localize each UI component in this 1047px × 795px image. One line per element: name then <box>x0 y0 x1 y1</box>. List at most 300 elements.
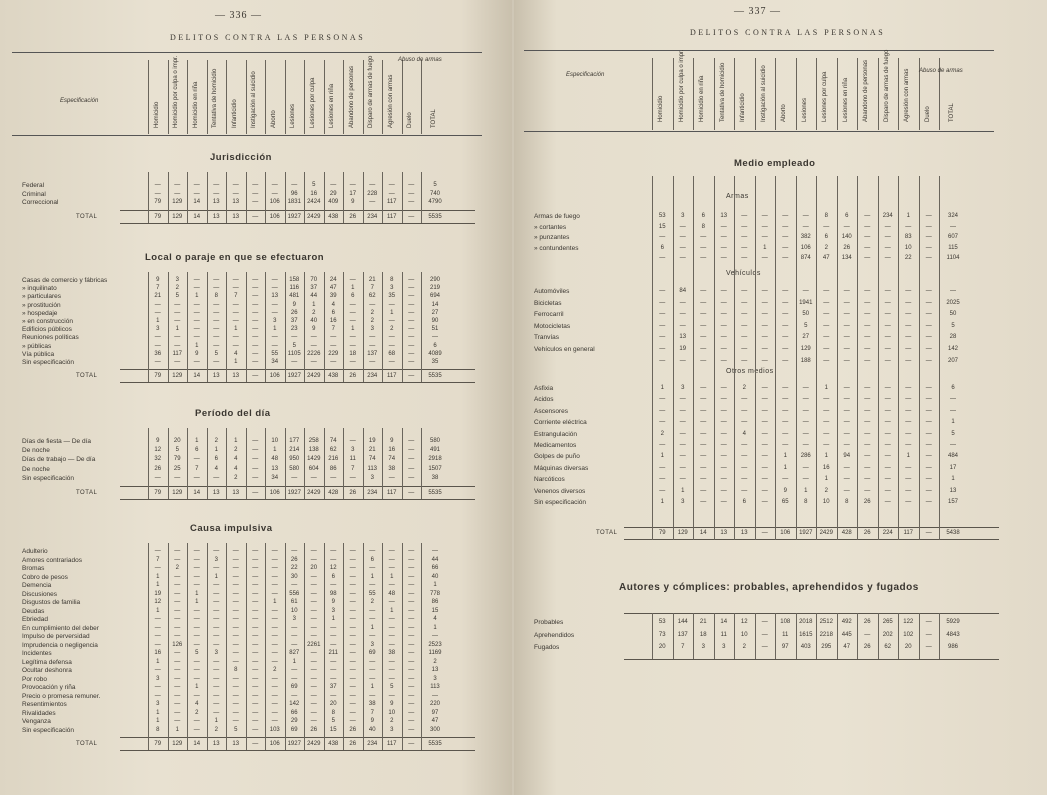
cell: 220 <box>429 701 440 707</box>
cell: 403 <box>800 644 811 650</box>
cell: — <box>741 396 748 403</box>
cell: — <box>388 675 395 682</box>
cell: — <box>291 675 298 682</box>
column-heading: Lesiones en riña <box>329 83 336 128</box>
cell: 1 <box>351 285 355 292</box>
cell: 98 <box>329 590 337 597</box>
cell: 5 <box>214 350 218 357</box>
cell: — <box>310 599 317 605</box>
cell: — <box>905 419 912 426</box>
col-divider <box>187 172 188 223</box>
cell: — <box>700 244 707 251</box>
cell: — <box>925 334 932 341</box>
row-label: Probables <box>534 619 564 626</box>
cell: — <box>271 650 278 656</box>
col-divider <box>246 428 247 499</box>
cell: — <box>349 438 356 444</box>
cell: 2 <box>234 474 238 481</box>
cell: 38 <box>388 650 396 656</box>
total-cell: — <box>408 741 415 747</box>
cell: — <box>213 624 220 631</box>
cell: 11 <box>349 456 356 463</box>
cell: — <box>761 453 768 460</box>
cell: 10 <box>740 631 748 638</box>
cell: — <box>232 633 239 639</box>
cell: — <box>408 334 415 341</box>
cell: — <box>252 701 259 707</box>
row-label: Demencia <box>22 582 52 589</box>
col-divider <box>343 60 344 134</box>
cell: — <box>720 288 727 294</box>
total-cell: 117 <box>386 490 397 496</box>
cell: 445 <box>841 631 852 638</box>
cell: — <box>252 565 259 571</box>
cell: — <box>864 430 871 437</box>
cell: 29 <box>329 190 337 197</box>
cell: 1 <box>156 582 160 588</box>
cell: — <box>864 213 871 219</box>
cell: — <box>884 407 891 414</box>
cell: — <box>174 599 181 605</box>
row-label: » hospedaje <box>22 309 58 317</box>
cell: 7 <box>195 465 199 472</box>
column-heading: Homicidio <box>658 95 665 122</box>
row-label: Narcóticos <box>534 476 565 484</box>
cell: — <box>823 407 830 414</box>
cell: — <box>291 582 298 588</box>
cell: — <box>291 641 298 648</box>
cell: — <box>884 476 891 483</box>
cell: 1 <box>273 599 277 605</box>
cell: — <box>232 573 239 580</box>
cell: 778 <box>429 590 440 597</box>
cell: — <box>864 476 871 483</box>
row-label: Adulterio <box>22 548 48 555</box>
cell: — <box>252 650 259 656</box>
col-divider <box>226 428 227 499</box>
cell: — <box>310 718 317 724</box>
cell: 12 <box>329 565 337 571</box>
cell: — <box>213 607 220 614</box>
cell: — <box>864 223 871 230</box>
col-divider <box>148 172 149 223</box>
cell: — <box>761 346 768 352</box>
col-divider <box>168 543 169 750</box>
total-cell: 79 <box>154 741 162 747</box>
cell: 1 <box>214 447 218 454</box>
cell: — <box>193 556 200 563</box>
cell: — <box>271 182 278 188</box>
total-cell: 106 <box>269 373 280 380</box>
rule <box>120 499 475 500</box>
cell: — <box>174 318 181 324</box>
cell: — <box>700 322 707 329</box>
cell: — <box>291 548 298 554</box>
column-heading: Infanticidio <box>740 93 747 122</box>
row-label: » punzantes <box>534 234 570 241</box>
cell: — <box>659 255 666 261</box>
row-label: Sin especificación <box>534 499 587 506</box>
row-label: Días de fiesta — De día <box>22 438 92 445</box>
cell: — <box>232 616 239 622</box>
cell: 8 <box>845 499 849 505</box>
cell: — <box>213 182 220 188</box>
cell: — <box>330 658 337 665</box>
cell: 3 <box>681 499 685 505</box>
cell: — <box>213 190 220 197</box>
cell: — <box>925 476 932 483</box>
cell: — <box>271 692 278 699</box>
cell: — <box>843 407 850 414</box>
cell: — <box>408 658 415 665</box>
cell: — <box>408 359 415 365</box>
cell: — <box>154 624 161 631</box>
cell: — <box>213 667 220 673</box>
cell: 4790 <box>428 199 442 205</box>
row-label: Reuniones políticas <box>22 334 79 342</box>
cell: — <box>388 190 395 197</box>
cell: — <box>252 326 259 333</box>
cell: — <box>310 573 317 580</box>
total-cell: 117 <box>386 213 397 220</box>
total-cell: 14 <box>193 490 201 496</box>
cell: 694 <box>429 293 440 300</box>
cell: — <box>369 342 376 349</box>
total-cell: — <box>408 373 415 380</box>
cell: 492 <box>841 619 852 625</box>
total-cell: 438 <box>328 213 339 220</box>
cell: — <box>252 465 259 472</box>
cell: — <box>925 255 932 261</box>
cell: 79 <box>154 199 162 205</box>
cell: — <box>291 667 298 673</box>
cell: — <box>700 299 707 306</box>
cell: 1 <box>370 624 374 631</box>
cell: — <box>154 641 161 648</box>
cell: 35 <box>388 293 396 300</box>
cell: — <box>174 675 181 682</box>
cell: — <box>864 442 871 448</box>
cell: 1 <box>433 582 437 588</box>
row-label: Deudas <box>22 607 45 615</box>
row-label: Sin especificación <box>22 359 75 366</box>
rule <box>120 382 475 383</box>
cell: — <box>193 573 200 580</box>
cell: — <box>310 667 317 673</box>
cell: — <box>310 342 317 349</box>
total-label: TOTAL <box>76 490 98 496</box>
cell: 1 <box>195 590 199 597</box>
cell: — <box>174 590 181 597</box>
cell: 3 <box>214 650 218 656</box>
row-label: Discusiones <box>22 590 58 598</box>
cell: 8 <box>331 709 335 716</box>
row-label: Correccional <box>22 199 59 206</box>
cell: — <box>720 430 727 437</box>
column-heading: TOTAL <box>949 103 955 122</box>
cell: 1 <box>804 487 808 494</box>
cell: — <box>369 548 376 554</box>
col-divider <box>796 613 797 659</box>
col-divider <box>673 176 674 540</box>
cell: 580 <box>289 465 300 472</box>
cell: 7 <box>156 285 160 292</box>
row-label: Días de trabajo — De día <box>22 456 96 464</box>
cell: 53 <box>658 619 666 625</box>
cell: 6 <box>660 244 664 251</box>
cell: — <box>782 442 789 448</box>
cell: — <box>369 667 376 673</box>
cell: 47 <box>822 255 830 261</box>
cell: — <box>252 692 259 699</box>
cell: — <box>349 556 356 563</box>
section-title: Período del día <box>195 408 271 419</box>
total-cell: 2429 <box>307 741 321 747</box>
cell: — <box>213 359 220 365</box>
row-label: Criminal <box>22 190 46 198</box>
cell: — <box>193 667 200 673</box>
cell: — <box>823 288 830 294</box>
cell: 68 <box>388 350 396 357</box>
section-title: Medio empleado <box>734 158 816 169</box>
cell: — <box>679 442 686 448</box>
cell: — <box>310 616 317 622</box>
cell: — <box>884 453 891 460</box>
cell: 55 <box>368 590 376 597</box>
cell: — <box>823 346 830 352</box>
col-divider <box>324 543 325 750</box>
cell: — <box>741 322 748 329</box>
cell: — <box>369 692 376 699</box>
cell: 8 <box>390 277 394 283</box>
cell: — <box>330 342 337 349</box>
row-label: Acidos <box>534 396 554 404</box>
cell: 26 <box>863 619 871 625</box>
cell: — <box>252 285 259 292</box>
cell: — <box>291 182 298 188</box>
cell: 40 <box>431 573 439 580</box>
cell: 26 <box>154 465 162 472</box>
cell: — <box>905 346 912 352</box>
row-label: De noche <box>22 447 50 455</box>
cell: 69 <box>290 726 298 733</box>
cell: — <box>310 334 317 341</box>
cell: — <box>720 385 727 391</box>
cell: — <box>782 234 789 240</box>
cell: — <box>291 633 298 639</box>
cell: — <box>330 692 337 699</box>
cell: — <box>823 223 830 230</box>
cell: — <box>193 359 200 365</box>
cell: — <box>761 442 768 448</box>
col-divider <box>816 58 817 130</box>
cell: — <box>823 430 830 437</box>
cell: — <box>843 419 850 426</box>
cell: — <box>720 234 727 240</box>
cell: 1 <box>951 419 955 426</box>
cell: 219 <box>429 285 440 292</box>
running-head: DELITOS CONTRA LAS PERSONAS <box>170 33 366 42</box>
cell: 113 <box>430 684 440 690</box>
cell: 13 <box>271 465 279 472</box>
cell: 1 <box>175 326 179 333</box>
column-heading: Lesiones por culpa <box>309 77 316 128</box>
spec-label: Especificación <box>566 72 605 78</box>
cell: — <box>291 359 298 365</box>
cell: — <box>193 582 200 588</box>
cell: — <box>925 288 932 294</box>
cell: 1507 <box>428 465 442 472</box>
cell: — <box>761 476 768 483</box>
cell: 15 <box>329 726 337 733</box>
cell: — <box>232 624 239 631</box>
cell: 827 <box>289 650 300 656</box>
cell: 5 <box>951 430 955 437</box>
cell: — <box>369 607 376 614</box>
cell: 26 <box>290 309 298 316</box>
total-cell: 129 <box>172 373 183 380</box>
cell: — <box>950 396 956 403</box>
cell: 604 <box>308 465 319 472</box>
col-divider <box>382 60 383 134</box>
cell: 1 <box>214 573 218 580</box>
cell: 66 <box>290 709 298 716</box>
row-label: Golpes de puño <box>534 453 580 461</box>
cell: 1104 <box>946 255 960 261</box>
cell: — <box>408 342 415 349</box>
cell: — <box>271 658 278 665</box>
cell: 48 <box>388 590 396 597</box>
cell: — <box>782 419 789 426</box>
col-divider <box>775 613 776 659</box>
cell: 1 <box>292 658 296 665</box>
col-divider <box>837 176 838 540</box>
cell: 84 <box>679 288 687 294</box>
cell: — <box>679 234 686 240</box>
cell: 9 <box>331 599 335 605</box>
cell: — <box>388 565 395 571</box>
cell: 34 <box>271 359 279 365</box>
total-cell: 106 <box>780 530 791 536</box>
cell: — <box>864 631 871 638</box>
cell: — <box>802 476 809 483</box>
total-cell: 13 <box>720 530 728 536</box>
cell: — <box>925 311 932 318</box>
cell: — <box>193 318 200 324</box>
cell: — <box>213 692 220 699</box>
cell: — <box>408 293 415 300</box>
cell: 258 <box>308 438 319 444</box>
total-cell: 129 <box>677 530 688 536</box>
col-divider <box>285 428 286 499</box>
cell: 32 <box>154 456 162 463</box>
cell: 86 <box>329 465 337 472</box>
cell: 211 <box>328 650 339 656</box>
cell: — <box>802 223 809 230</box>
cell: — <box>213 633 220 639</box>
cell: — <box>802 407 809 414</box>
cell: 5 <box>433 182 437 188</box>
cell: — <box>193 633 200 639</box>
cell: — <box>232 709 239 716</box>
cell: — <box>925 453 932 460</box>
col-divider <box>265 60 266 134</box>
cell: 3 <box>681 213 685 219</box>
cell: — <box>349 701 356 707</box>
cell: — <box>679 464 686 471</box>
cell: — <box>252 301 259 308</box>
col-divider <box>734 613 735 659</box>
cell: 9 <box>195 350 199 357</box>
cell: — <box>761 487 768 494</box>
cell: — <box>408 607 415 614</box>
cell: 5 <box>175 293 179 300</box>
cell: — <box>408 616 415 622</box>
cell: — <box>720 223 727 230</box>
col-divider <box>304 172 305 223</box>
cell: 2 <box>370 309 374 316</box>
cell: — <box>802 396 809 403</box>
cell: 9 <box>292 301 296 308</box>
col-divider <box>285 60 286 134</box>
cell: — <box>884 234 891 240</box>
cell: 7 <box>370 709 374 716</box>
cell: — <box>741 357 748 364</box>
cell: 25 <box>173 465 181 472</box>
cell: 9 <box>312 326 316 333</box>
cell: — <box>408 326 415 333</box>
cell: 10 <box>388 709 396 716</box>
cell: — <box>213 658 220 665</box>
cell: 8 <box>804 499 808 505</box>
col-divider <box>693 58 694 130</box>
cell: — <box>720 419 727 426</box>
cell: 5 <box>312 182 316 188</box>
cell: — <box>408 650 415 656</box>
armas-header: Abuso de armas <box>398 57 442 63</box>
cell: 2025 <box>946 299 960 306</box>
cell: — <box>884 299 891 306</box>
cell: — <box>252 573 259 580</box>
cell: 229 <box>328 350 339 357</box>
group-title: Armas <box>726 193 749 200</box>
cell: — <box>761 311 768 318</box>
cell: 117 <box>172 350 183 357</box>
cell: — <box>408 684 415 690</box>
row-label: » contundentes <box>534 244 579 252</box>
row-label: Bicicletas <box>534 299 562 307</box>
cell: — <box>700 234 707 240</box>
cell: — <box>782 407 789 414</box>
cell: — <box>349 301 356 308</box>
cell: 134 <box>841 255 852 261</box>
cell: 207 <box>947 357 958 364</box>
cell: 234 <box>882 213 893 219</box>
col-divider <box>324 172 325 223</box>
cell: — <box>310 556 317 563</box>
cell: 1831 <box>287 199 301 205</box>
col-divider <box>939 613 940 659</box>
cell: — <box>720 357 727 364</box>
cell: 116 <box>289 285 300 292</box>
column-heading: Abandono de personas <box>863 59 870 122</box>
cell: 2 <box>175 565 179 571</box>
col-divider <box>304 428 305 499</box>
total-cell: 428 <box>841 530 852 536</box>
cell: — <box>310 590 317 597</box>
cell: 97 <box>781 644 789 650</box>
total-cell: 79 <box>154 213 162 220</box>
